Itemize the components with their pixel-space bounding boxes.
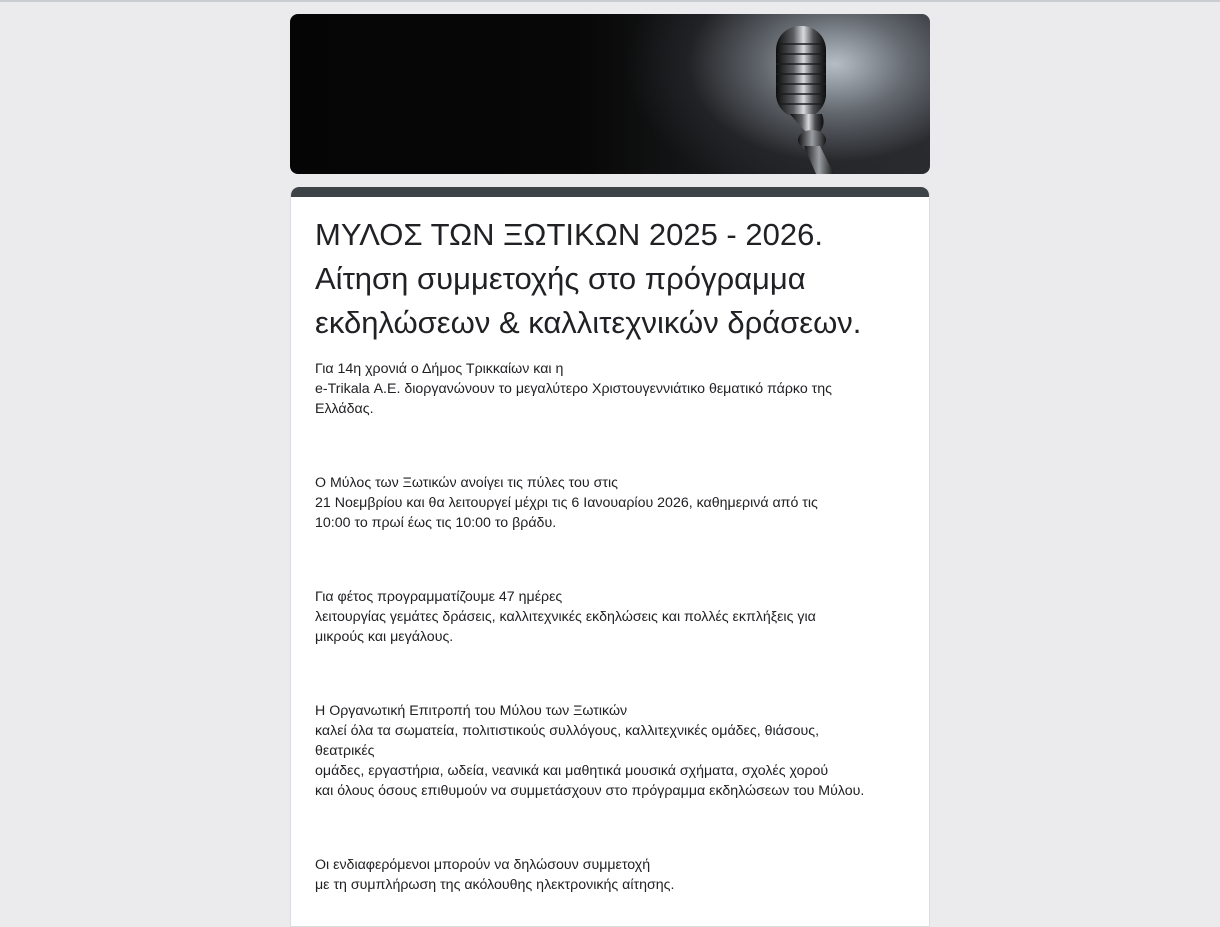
description-line: Ελλάδας. <box>315 401 374 417</box>
form-title <box>315 213 915 345</box>
description-line: Για φέτος προγραμματίζουμε 47 ημέρες <box>315 589 563 605</box>
description-line: Για 14η χρονιά ο Δήμος Τρικκαίων και η <box>315 361 564 377</box>
description-line: ομάδες, εργαστήρια, ωδεία, νεανικά και μαθητικά μουσικά σχήματα, σχολές χορού <box>315 763 829 779</box>
description-line: e-Trikala Α.Ε. διοργανώνουν το μεγαλύτερο Χριστουγεννιάτικο θεματικό πάρκο της <box>315 381 832 397</box>
description-line: καλεί όλα τα σωματεία, πολιτιστικούς συλλόγους, καλλιτεχνικές ομάδες, θιάσους, <box>315 723 820 739</box>
browser-top-border <box>0 0 1220 2</box>
form-title-line: εκδηλώσεων & καλλιτεχνικών δράσεων. <box>315 305 862 340</box>
description-line: με τη συμπλήρωση της ακόλουθης ηλεκτρονικής αίτησης. <box>315 877 675 893</box>
description-line: θεατρικές <box>315 743 375 759</box>
description-line: Η Οργανωτική Επιτροπή του Μύλου των Ξωτικών <box>315 703 628 719</box>
description-paragraph <box>315 701 905 801</box>
form-title-line: ΜΥΛΟΣ ΤΩΝ ΞΩΤΙΚΩΝ 2025 - 2026. <box>315 217 823 252</box>
description-line: 10:00 το πρωί έως τις 10:00 το βράδυ. <box>315 515 557 531</box>
description-line: 21 Νοεμβρίου και θα λειτουργεί μέχρι τις 6 Ιανουαρίου 2026, καθημερινά από τις <box>315 495 818 511</box>
description-paragraph <box>315 473 905 533</box>
form-intro-card <box>290 187 930 927</box>
description-paragraph <box>315 855 905 895</box>
description-line: Οι ενδιαφερόμενοι μπορούν να δηλώσουν συμμετοχή <box>315 857 651 873</box>
form-description <box>315 359 905 895</box>
form-title-line: Αίτηση συμμετοχής στο πρόγραμμα <box>315 261 806 296</box>
description-line: λειτουργίας γεμάτες δράσεις, καλλιτεχνικές εκδηλώσεις και πολλές εκπλήξεις για <box>315 609 816 625</box>
description-paragraph <box>315 359 905 419</box>
form-header-banner <box>290 14 930 174</box>
description-line: μικρούς και μεγάλους. <box>315 629 454 645</box>
description-line: Ο Μύλος των Ξωτικών ανοίγει τις πύλες του στις <box>315 475 618 491</box>
card-accent-bar <box>291 187 929 197</box>
description-line: και όλους όσους επιθυμούν να συμμετάσχουν στο πρόγραμμα εκδηλώσεων του Μύλου. <box>315 783 865 799</box>
microphone-icon <box>290 14 930 174</box>
description-paragraph <box>315 587 905 647</box>
